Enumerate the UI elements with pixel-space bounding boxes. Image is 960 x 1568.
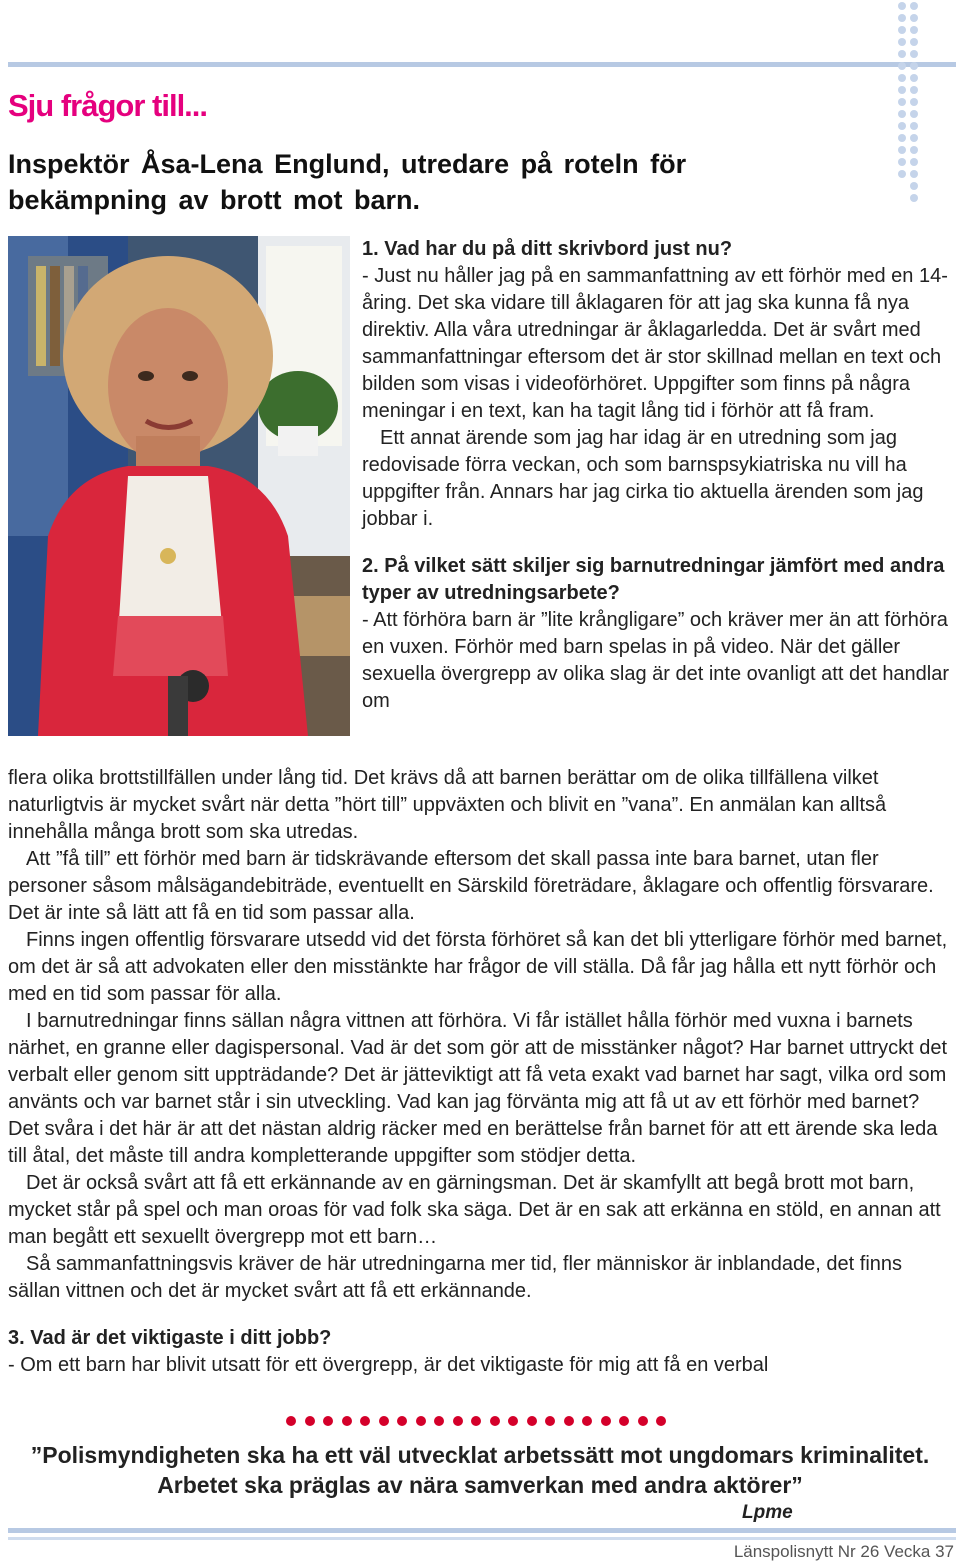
answer-3: - Om ett barn har blivit utsatt för ett övergrepp, är det viktigaste för mig att få en verbal [8, 1354, 769, 1376]
divider-dot [638, 1416, 648, 1426]
decorative-dot [910, 146, 918, 154]
decorative-dot [898, 86, 906, 94]
decorative-dot [898, 170, 906, 178]
decorative-dot [910, 14, 918, 22]
decorative-dot [910, 2, 918, 10]
divider-dot [527, 1416, 537, 1426]
decorative-dot [898, 50, 906, 58]
answer-2-start: - Att förhöra barn är ”lite krångligare” och kräver mer än att förhöra en vuxen. Förhör med barn spelas in på video. När det gäller sexuella övergrepp av olika slag är det inte ovanligt att det handlar om [362, 609, 950, 712]
answer-2-paragraph-3: Finns ingen offentlig försvarare utsedd vid det första förhöret så kan det bli ytterligare förhör med barnet, om det är så att advokaten eller den misstänkte har frågor de vill ställa. Då får jag hålla ett nytt förhör och med en tid som passar för alla. [8, 929, 948, 1005]
answer-2-paragraph-2: Att ”få till” ett förhör med barn är tidskrävande eftersom det skall passa inte bara barnet, utan fler personer såsom målsägandebiträde, eventuellt en Särskild företrädare, åklagare och offentlig försvarare. Det är inte så lätt att få en tid som passar alla. [8, 848, 934, 924]
decorative-dot [898, 14, 906, 22]
divider-dot [490, 1416, 500, 1426]
decorative-dot [910, 62, 918, 70]
decorative-dot [898, 110, 906, 118]
portrait-photo [8, 236, 350, 736]
divider-dot [656, 1416, 666, 1426]
section-kicker: Sju frågor till... [8, 88, 208, 123]
divider-dot [601, 1416, 611, 1426]
divider-dot [342, 1416, 352, 1426]
decorative-dot [898, 134, 906, 142]
divider-dot [619, 1416, 629, 1426]
answer-2-paragraph-4: I barnutredningar finns sällan några vittnen att förhöra. Vi får istället hålla förhör med vuxna i barnets närhet, en granne eller dagispersonal. Vad är det som gör att de misstänker något? Har barnet uttryckt det verbalt eller genom sitt uppträdande? Det är jätteviktigt att få veta exakt vad barnet har sagt, vilka ord som använts och var barnet står i sin utveckling. Vad kan jag förvänta mig att få ut av ett förhör med barnet? Det svåra i det här är att det nästan aldrig räcker med en berättelse från barnet för att ett ärende ska leda till åtal, det måste till andra kompletterande uppgifter som stödjer detta. [8, 1010, 948, 1167]
divider-dot [397, 1416, 407, 1426]
decorative-dot [898, 74, 906, 82]
pull-quote-line-2: Arbetet ska präglas av nära samverkan med andra aktörer” [157, 1472, 803, 1498]
decorative-dot [898, 38, 906, 46]
divider-dot [379, 1416, 389, 1426]
decorative-dot [910, 158, 918, 166]
question-2: 2. På vilket sätt skiljer sig barnutredningar jämfört med andra typer av utredningsarbete? [362, 555, 945, 604]
question-3: 3. Vad är det viktigaste i ditt jobb? [8, 1327, 332, 1349]
divider-dot [453, 1416, 463, 1426]
decorative-dot [910, 134, 918, 142]
divider-dot [545, 1416, 555, 1426]
top-rule [8, 62, 956, 67]
divider-dot [323, 1416, 333, 1426]
divider-dot [434, 1416, 444, 1426]
divider-dot [360, 1416, 370, 1426]
answer-1-paragraph-2: Ett annat ärende som jag har idag är en utredning som jag redovisade förra veckan, och som barnspsykiatriska nu vill ha uppgifter från. Annars har jag cirka tio aktuella ärenden som jag jobbar i. [362, 427, 924, 530]
answer-2-paragraph-6: Så sammanfattningsvis kräver de här utredningarna mer tid, fler människor är inblandade, det finns sällan vittnen och det är mycket svårt att få ett erkännande. [8, 1253, 903, 1302]
decorative-dot [910, 74, 918, 82]
bottom-rule [8, 1528, 956, 1533]
decorative-dot [898, 26, 906, 34]
decorative-dot [910, 98, 918, 106]
bottom-rule-thin [8, 1537, 956, 1540]
divider-dot [582, 1416, 592, 1426]
decorative-dot [910, 86, 918, 94]
divider-dot [471, 1416, 481, 1426]
article-headline: Inspektör Åsa-Lena Englund, utredare på roteln för bekämpning av brott mot barn. [8, 149, 687, 215]
decorative-dot [898, 62, 906, 70]
decorative-dot [898, 122, 906, 130]
question-1: 1. Vad har du på ditt skrivbord just nu? [362, 238, 733, 260]
decorative-dot [910, 194, 918, 202]
pull-quote-line-1: ”Polismyndigheten ska ha ett väl utvecklat arbetssätt mot ungdomars kriminalitet. [30, 1442, 930, 1468]
decorative-dot [910, 26, 918, 34]
decorative-dot [910, 110, 918, 118]
column-right [362, 236, 952, 715]
decorative-dot [898, 146, 906, 154]
divider-dot [564, 1416, 574, 1426]
decorative-dot [898, 2, 906, 10]
divider-dot [286, 1416, 296, 1426]
decorative-dot [910, 182, 918, 190]
decorative-dot [910, 122, 918, 130]
decorative-dot [898, 98, 906, 106]
decorative-dot [910, 50, 918, 58]
divider-dot [416, 1416, 426, 1426]
divider-dot [305, 1416, 315, 1426]
divider-dot [508, 1416, 518, 1426]
decorative-dot [910, 170, 918, 178]
red-dot-divider [286, 1416, 676, 1428]
portrait-image [8, 236, 350, 736]
decorative-dot [898, 158, 906, 166]
page-footer: Länspolisnytt Nr 26 Vecka 37 [733, 1542, 954, 1561]
decorative-dot [910, 38, 918, 46]
quote-signature: Lpme [742, 1502, 793, 1523]
decorative-dot-grid [894, 2, 924, 212]
answer-1: - Just nu håller jag på en sammanfattning av ett förhör med en 14-åring. Det ska vidare till åklagaren för att jag ska kunna få nya direktiv. Alla våra utredningar är åklagarledda. Det är svårt med sammanfattningar eftersom det är stor skillnad mellan en text och bilden som visas i videoförhöret. Uppgifter som finns på några meningar i en text, kan ha tagit lång tid i förhör att få fram. [362, 265, 948, 422]
pull-quote [0, 1440, 960, 1500]
answer-2-continued: flera olika brottstillfällen under lång tid. Det krävs då att barnen berättar om de olika tillfällena vilket naturligtvis är mycket svårt när detta ”hört till” uppväxten och blivit en ”vana”. En anmälan kan alltså innehålla många brott som ska utredas. [8, 767, 887, 843]
column-full-width [8, 765, 953, 1379]
answer-2-paragraph-5: Det är också svårt att få ett erkännande av en gärningsman. Det är skamfyllt att begå brott mot barn, mycket står på spel och man oroas för vad folk ska säga. Det är en sak att erkänna en stöld, en annan att man begått ett sexuellt övergrepp mot ett barn… [8, 1172, 941, 1248]
